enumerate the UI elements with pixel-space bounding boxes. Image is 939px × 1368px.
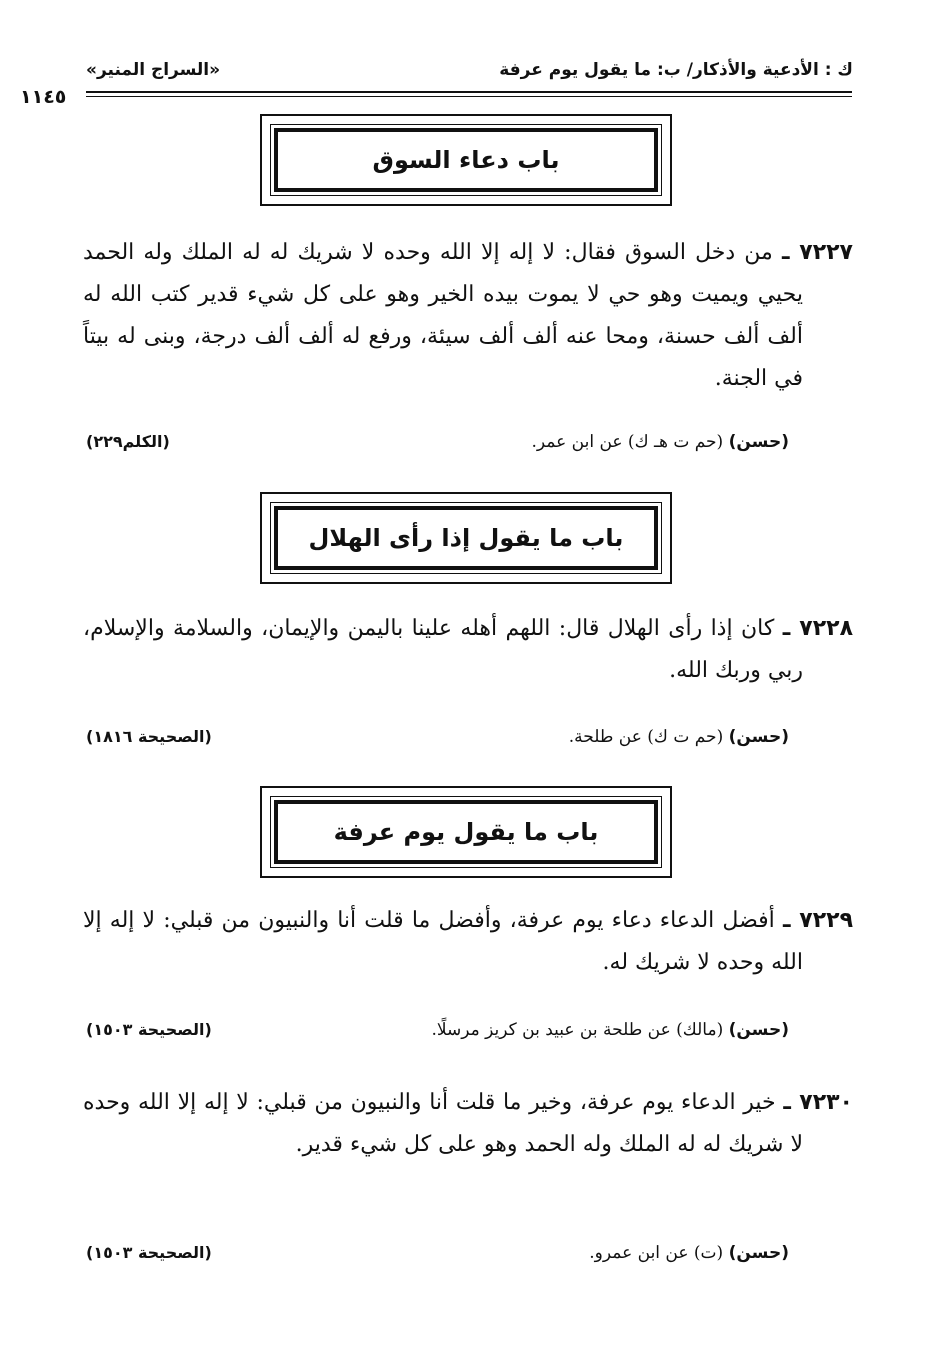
hadith-sources: (مالك) عن طلحة بن عبيد بن كريز مرسلًا.: [431, 1020, 724, 1040]
hadith-grade-line: [531, 432, 789, 452]
hadith-text: خير الدعاء يوم عرفة، وخير ما قلت أنا والنبيون من قبلي: لا إله إلا الله وحده لا شريك له له الملك وله الحمد وهو على كل شيء قدير.: [83, 1090, 803, 1157]
hadith-grade: (حسن): [728, 432, 789, 452]
hadith-reference: (الصحيحة ١٥٠٣): [86, 1243, 212, 1262]
hadith-grade-line: [569, 727, 789, 747]
hadith-grade: (حسن): [728, 1020, 789, 1040]
hadith-paragraph: [83, 1082, 853, 1166]
hadith-sources: (حم ت ك) عن طلحة.: [568, 727, 724, 747]
header-rule-thick: [86, 91, 852, 93]
chapter-title-box: [260, 786, 672, 878]
header-rule-thin: [86, 96, 852, 97]
hadith-sources: (ت) عن ابن عمرو.: [589, 1243, 724, 1263]
hadith-paragraph: [83, 232, 853, 400]
hadith-sources: (حم ت هـ ك) عن ابن عمر.: [531, 432, 724, 452]
chapter-title-box: [260, 114, 672, 206]
hadith-paragraph: [83, 900, 853, 984]
chapter-title: باب ما يقول يوم عرفة: [333, 818, 599, 846]
hadith-reference: (الكلم٢٢٩): [86, 432, 170, 451]
running-header-book-title: «السراج المنير»: [86, 60, 221, 80]
hadith-number: ٧٢٣٠ ـ: [783, 1090, 853, 1115]
hadith-grade-line: [431, 1020, 789, 1040]
chapter-title: باب ما يقول إذا رأى الهلال: [308, 524, 624, 552]
hadith-grade: (حسن): [728, 1243, 789, 1263]
hadith-grade-line: [589, 1243, 789, 1263]
running-header-chapter: ك : الأدعية والأذكار/ ب: ما يقول يوم عرفة: [499, 60, 853, 80]
hadith-number: ٧٢٢٧ ـ: [781, 240, 853, 265]
hadith-text: من دخل السوق فقال: لا إله إلا الله وحده لا شريك له له الملك وله الحمد يحيي ويميت وهو حي لا يموت بيده الخير وهو على كل شيء قدير كتب الله له ألف ألف حسنة، ومحا عنه ألف ألف سيئة، ورفع له ألف ألف درجة، وبنى له بيتاً في الجنة.: [83, 240, 804, 391]
hadith-reference: (الصحيحة ١٨١٦): [86, 727, 212, 746]
hadith-text: أفضل الدعاء دعاء يوم عرفة، وأفضل ما قلت أنا والنبيون من قبلي: لا إله إلا الله وحده لا شريك له.: [83, 908, 803, 975]
hadith-grade: (حسن): [728, 727, 789, 747]
hadith-paragraph: [83, 608, 853, 692]
hadith-reference: (الصحيحة ١٥٠٣): [86, 1020, 212, 1039]
hadith-text: كان إذا رأى الهلال قال: اللهم أهله علينا باليمن والإيمان، والسلامة والإسلام، ربي وربك الله.: [83, 616, 803, 683]
hadith-number: ٧٢٢٩ ـ: [782, 908, 853, 933]
page-number: ١١٤٥: [20, 86, 67, 108]
chapter-title: باب دعاء السوق: [372, 146, 560, 174]
hadith-number: ٧٢٢٨ ـ: [782, 616, 853, 641]
chapter-title-box: [260, 492, 672, 584]
